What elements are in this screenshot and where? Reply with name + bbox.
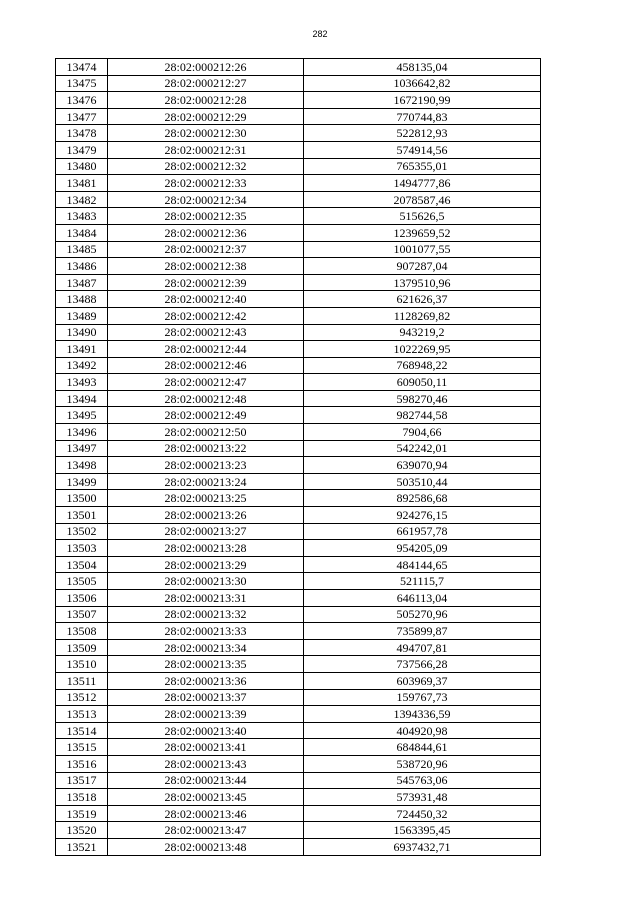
table-row [56,772,541,789]
row-number-cell: 13505 [56,573,108,590]
cadastral-number-cell: 28:02:000212:26 [108,59,304,76]
cadastral-number-cell: 28:02:000213:45 [108,789,304,806]
row-number-cell: 13483 [56,208,108,225]
row-number-cell: 13485 [56,241,108,258]
value-cell: 737566,28 [304,656,541,673]
table-row [56,158,541,175]
row-number-cell: 13515 [56,739,108,756]
row-number-cell: 13487 [56,274,108,291]
table-row [56,805,541,822]
row-number-cell: 13504 [56,556,108,573]
table-row [56,407,541,424]
cadastral-number-cell: 28:02:000213:41 [108,739,304,756]
table-row [56,274,541,291]
table-row [56,75,541,92]
row-number-cell: 13478 [56,125,108,142]
cadastral-number-cell: 28:02:000213:32 [108,606,304,623]
value-cell: 1022269,95 [304,341,541,358]
table-row [56,540,541,557]
value-cell: 573931,48 [304,789,541,806]
cadastral-number-cell: 28:02:000213:33 [108,623,304,640]
table-row [56,357,541,374]
value-cell: 609050,11 [304,374,541,391]
cadastral-number-cell: 28:02:000212:37 [108,241,304,258]
value-cell: 735899,87 [304,623,541,640]
table-row [56,672,541,689]
cadastral-number-cell: 28:02:000213:25 [108,490,304,507]
row-number-cell: 13496 [56,424,108,441]
table-row [56,125,541,142]
table-row [56,374,541,391]
value-cell: 954205,09 [304,540,541,557]
value-cell: 522812,93 [304,125,541,142]
row-number-cell: 13514 [56,722,108,739]
table-row [56,424,541,441]
value-cell: 505270,96 [304,606,541,623]
table-row [56,341,541,358]
row-number-cell: 13518 [56,789,108,806]
cadastral-number-cell: 28:02:000212:29 [108,108,304,125]
table-row [56,573,541,590]
row-number-cell: 13494 [56,390,108,407]
cadastral-number-cell: 28:02:000212:27 [108,75,304,92]
row-number-cell: 13498 [56,457,108,474]
cadastral-number-cell: 28:02:000212:31 [108,141,304,158]
value-cell: 494707,81 [304,639,541,656]
value-cell: 621626,37 [304,291,541,308]
row-number-cell: 13489 [56,307,108,324]
table-row [56,440,541,457]
table-row [56,590,541,607]
cadastral-number-cell: 28:02:000213:22 [108,440,304,457]
row-number-cell: 13475 [56,75,108,92]
row-number-cell: 13506 [56,590,108,607]
cadastral-number-cell: 28:02:000212:33 [108,175,304,192]
value-cell: 603969,37 [304,672,541,689]
row-number-cell: 13477 [56,108,108,125]
value-cell: 404920,98 [304,722,541,739]
cadastral-number-cell: 28:02:000213:47 [108,822,304,839]
cadastral-number-cell: 28:02:000213:34 [108,639,304,656]
value-cell: 639070,94 [304,457,541,474]
value-cell: 684844,61 [304,739,541,756]
value-cell: 598270,46 [304,390,541,407]
value-cell: 458135,04 [304,59,541,76]
row-number-cell: 13480 [56,158,108,175]
table-row [56,390,541,407]
table-row [56,639,541,656]
table-row [56,656,541,673]
value-cell: 943219,2 [304,324,541,341]
value-cell: 770744,83 [304,108,541,125]
value-cell: 646113,04 [304,590,541,607]
row-number-cell: 13481 [56,175,108,192]
cadastral-value-table [55,58,541,856]
value-cell: 907287,04 [304,258,541,275]
table-row [56,457,541,474]
cadastral-number-cell: 28:02:000213:43 [108,755,304,772]
value-cell: 574914,56 [304,141,541,158]
cadastral-number-cell: 28:02:000212:46 [108,357,304,374]
row-number-cell: 13491 [56,341,108,358]
cadastral-number-cell: 28:02:000213:37 [108,689,304,706]
value-cell: 768948,22 [304,357,541,374]
row-number-cell: 13502 [56,523,108,540]
value-cell: 661957,78 [304,523,541,540]
table-row [56,689,541,706]
row-number-cell: 13517 [56,772,108,789]
row-number-cell: 13507 [56,606,108,623]
cadastral-number-cell: 28:02:000213:23 [108,457,304,474]
row-number-cell: 13512 [56,689,108,706]
cadastral-number-cell: 28:02:000213:40 [108,722,304,739]
row-number-cell: 13511 [56,672,108,689]
row-number-cell: 13499 [56,473,108,490]
value-cell: 538720,96 [304,755,541,772]
value-cell: 6937432,71 [304,838,541,855]
cadastral-number-cell: 28:02:000213:29 [108,556,304,573]
table-row [56,523,541,540]
row-number-cell: 13484 [56,224,108,241]
table-row [56,291,541,308]
cadastral-number-cell: 28:02:000212:50 [108,424,304,441]
value-cell: 503510,44 [304,473,541,490]
row-number-cell: 13479 [56,141,108,158]
cadastral-number-cell: 28:02:000213:26 [108,507,304,524]
row-number-cell: 13488 [56,291,108,308]
row-number-cell: 13510 [56,656,108,673]
value-cell: 1494777,86 [304,175,541,192]
cadastral-number-cell: 28:02:000213:39 [108,706,304,723]
table-row [56,208,541,225]
row-number-cell: 13474 [56,59,108,76]
cadastral-number-cell: 28:02:000213:48 [108,838,304,855]
cadastral-number-cell: 28:02:000212:47 [108,374,304,391]
value-cell: 545763,06 [304,772,541,789]
cadastral-number-cell: 28:02:000212:30 [108,125,304,142]
row-number-cell: 13508 [56,623,108,640]
value-cell: 1672190,99 [304,92,541,109]
row-number-cell: 13501 [56,507,108,524]
cadastral-number-cell: 28:02:000213:27 [108,523,304,540]
value-cell: 924276,15 [304,507,541,524]
value-cell: 515626,5 [304,208,541,225]
cadastral-number-cell: 28:02:000212:40 [108,291,304,308]
table-row [56,606,541,623]
row-number-cell: 13519 [56,805,108,822]
value-cell: 1001077,55 [304,241,541,258]
row-number-cell: 13500 [56,490,108,507]
table-row [56,556,541,573]
cadastral-number-cell: 28:02:000212:32 [108,158,304,175]
table-row [56,191,541,208]
table-row [56,141,541,158]
cadastral-number-cell: 28:02:000212:38 [108,258,304,275]
value-cell: 2078587,46 [304,191,541,208]
value-cell: 724450,32 [304,805,541,822]
cadastral-number-cell: 28:02:000212:28 [108,92,304,109]
table-row [56,307,541,324]
cadastral-number-cell: 28:02:000213:28 [108,540,304,557]
table-row [56,838,541,855]
cadastral-number-cell: 28:02:000213:31 [108,590,304,607]
row-number-cell: 13520 [56,822,108,839]
cadastral-number-cell: 28:02:000213:24 [108,473,304,490]
table-row [56,739,541,756]
table-row [56,507,541,524]
row-number-cell: 13482 [56,191,108,208]
cadastral-number-cell: 28:02:000212:43 [108,324,304,341]
cadastral-number-cell: 28:02:000212:49 [108,407,304,424]
value-cell: 1036642,82 [304,75,541,92]
table-row [56,706,541,723]
value-cell: 521115,7 [304,573,541,590]
cadastral-number-cell: 28:02:000212:34 [108,191,304,208]
table-row [56,108,541,125]
cadastral-number-cell: 28:02:000212:35 [108,208,304,225]
row-number-cell: 13513 [56,706,108,723]
row-number-cell: 13509 [56,639,108,656]
table-row [56,224,541,241]
table-row [56,175,541,192]
cadastral-number-cell: 28:02:000213:36 [108,672,304,689]
row-number-cell: 13493 [56,374,108,391]
table-row [56,473,541,490]
value-cell: 1394336,59 [304,706,541,723]
table-row [56,490,541,507]
table-row [56,755,541,772]
table-row [56,92,541,109]
cadastral-number-cell: 28:02:000213:35 [108,656,304,673]
value-cell: 982744,58 [304,407,541,424]
cadastral-number-cell: 28:02:000212:36 [108,224,304,241]
row-number-cell: 13503 [56,540,108,557]
table-row [56,722,541,739]
cadastral-number-cell: 28:02:000212:48 [108,390,304,407]
value-cell: 892586,68 [304,490,541,507]
row-number-cell: 13492 [56,357,108,374]
cadastral-number-cell: 28:02:000213:30 [108,573,304,590]
value-cell: 159767,73 [304,689,541,706]
value-cell: 542242,01 [304,440,541,457]
table-row [56,822,541,839]
table-body [56,59,541,856]
cadastral-number-cell: 28:02:000213:44 [108,772,304,789]
cadastral-number-cell: 28:02:000212:39 [108,274,304,291]
value-cell: 1379510,96 [304,274,541,291]
row-number-cell: 13476 [56,92,108,109]
table-row [56,258,541,275]
table-row [56,789,541,806]
value-cell: 484144,65 [304,556,541,573]
value-cell: 1563395,45 [304,822,541,839]
table-row [56,324,541,341]
cadastral-number-cell: 28:02:000212:44 [108,341,304,358]
page-number: 282 [312,29,328,39]
table-row [56,623,541,640]
row-number-cell: 13490 [56,324,108,341]
table-row [56,59,541,76]
row-number-cell: 13486 [56,258,108,275]
row-number-cell: 13495 [56,407,108,424]
cadastral-number-cell: 28:02:000212:42 [108,307,304,324]
value-cell: 1128269,82 [304,307,541,324]
table-row [56,241,541,258]
value-cell: 765355,01 [304,158,541,175]
value-cell: 1239659,52 [304,224,541,241]
cadastral-number-cell: 28:02:000213:46 [108,805,304,822]
row-number-cell: 13497 [56,440,108,457]
row-number-cell: 13521 [56,838,108,855]
row-number-cell: 13516 [56,755,108,772]
value-cell: 7904,66 [304,424,541,441]
